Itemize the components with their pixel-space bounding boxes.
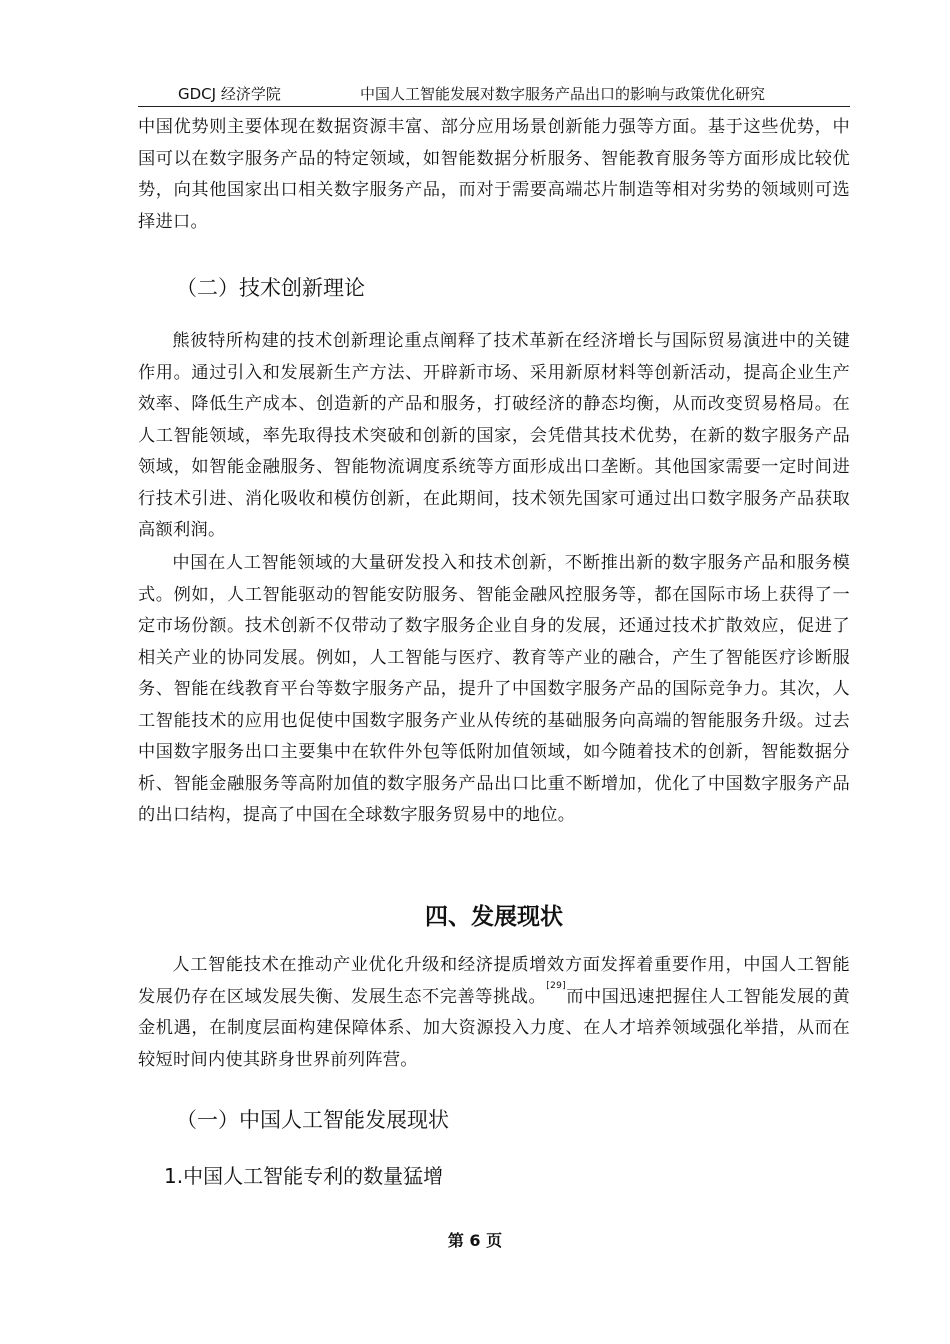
paragraph-ai-overview-part1: 人工智能技术在推动产业优化升级和经济提质增效方面发挥着重要作用，中国人工智能发展仍存在区域发展失衡、发展生态不完善等挑战。 [138,955,850,1007]
paragraph-china-rd: 中国在人工智能领域的大量研发投入和技术创新，不断推出新的数字服务产品和服务模式。例如，人工智能驱动的智能安防服务、智能金融风控服务等，都在国际市场上获得了一定市场份额。技术创新不仅带动了数字服务企业自身的发展，还通过技术扩散效应，促进了相关产业的协同发展。例如，人工智能与医疗、教育等产业的融合，产生了智能医疗诊断服务、智能在线教育平台等数字服务产品，提升了中国数字服务产品的国际竞争力。其次，人工智能技术的应用也促使中国数字服务产业从传统的基础服务向高端的智能服务升级。过去中国数字服务出口主要集中在软件外包等低附加值领域，如今随着技术的创新，智能数据分析、智能金融服务等高附加值的数字服务产品出口比重不断增加，优化了中国数字服务产品的出口结构，提高了中国在全球数字服务贸易中的地位。 [138,553,850,825]
header-school: GDCJ 经济学院 [178,85,281,103]
paragraph-ai-overview-part2: 而中国迅速把握住人工智能发展的黄金机遇，在制度层面构建保障体系、加大资源投入力度、在人才培养领域强化举措，从而在较短时间内使其跻身世界前列阵营。 [138,986,850,1070]
paragraph-ai-overview [138,950,850,1076]
paragraph-schumpeter: 熊彼特所构建的技术创新理论重点阐释了技术革新在经济增长与国际贸易演进中的关键作用。通过引入和发展新生产方法、开辟新市场、采用新原材料等创新活动，提高企业生产效率、降低生产成本、创造新的产品和服务，打破经济的静态均衡，从而改变贸易格局。在人工智能领域，率先取得技术突破和创新的国家，会凭借其技术优势，在新的数字服务产品领域，如智能金融服务、智能物流调度系统等方面形成出口垄断。其他国家需要一定时间进行技术引进、消化吸收和模仿创新，在此期间，技术领先国家可通过出口数字服务产品获取高额利润。 [138,331,850,540]
section-heading-china-ai-status: （一）中国人工智能发展现状 [176,1108,449,1132]
header-title: 中国人工智能发展对数字服务产品出口的影响与政策优化研究 [360,85,766,103]
paragraph-comparative-advantage: 中国优势则主要体现在数据资源丰富、部分应用场景创新能力强等方面。基于这些优势，中国可以在数字服务产品的特定领域，如智能数据分析服务、智能教育服务等方面形成比较优势，向其他国家出口相关数字服务产品，而对于需要高端芯片制造等相对劣势的领域则可选择进口。 [138,117,850,232]
citation-ref: [29] [546,980,566,991]
page-header [138,84,850,107]
page-number: 第 6 页 [447,1231,503,1250]
subsection-heading-patents: 1.中国人工智能专利的数量猛增 [164,1164,444,1188]
chapter-heading-development-status: 四、发展现状 [425,904,563,930]
section-heading-tech-innovation: （二）技术创新理论 [176,276,365,300]
